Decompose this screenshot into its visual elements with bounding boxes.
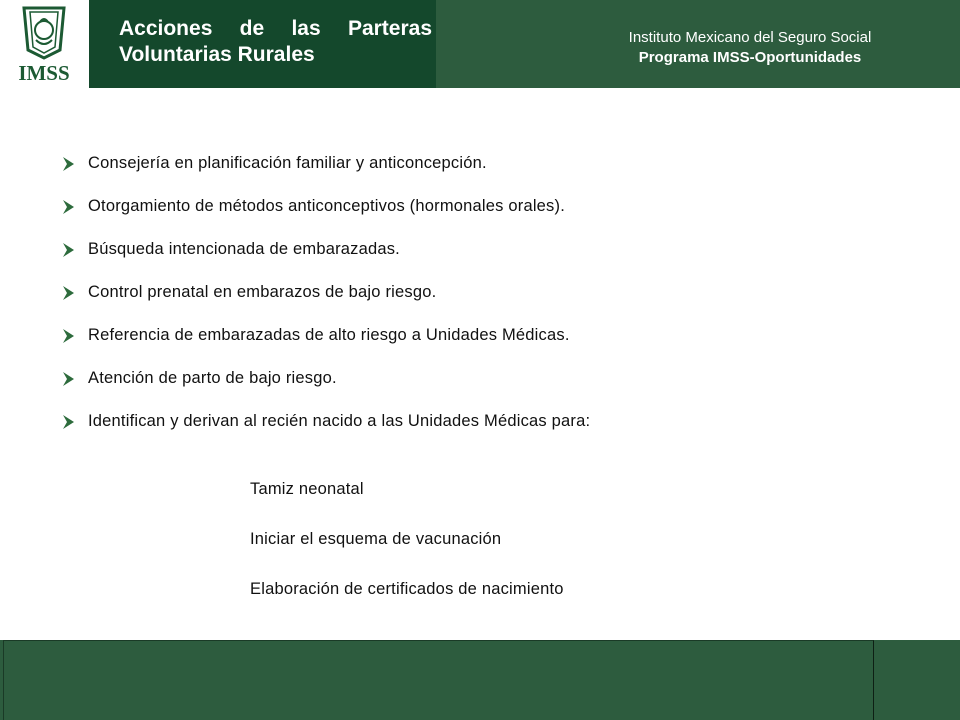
title-word: de	[239, 17, 265, 40]
footer-bar	[0, 640, 960, 720]
title-word: Acciones	[119, 17, 213, 40]
arrow-bullet-icon	[60, 328, 76, 344]
sub-list	[250, 478, 564, 628]
bullet-list	[60, 142, 590, 443]
bullet-text: Identifican y derivan al recién nacido a las Unidades Médicas para:	[88, 412, 591, 430]
bullet-item	[60, 142, 590, 185]
arrow-bullet-icon	[60, 156, 76, 172]
header-bar	[0, 0, 960, 88]
title-line-2: Voluntarias Rurales	[119, 43, 315, 66]
bullet-item	[60, 185, 590, 228]
bullet-item	[60, 357, 590, 400]
bullet-text: Búsqueda intencionada de embarazadas.	[88, 240, 400, 258]
bullet-text: Control prenatal en embarazos de bajo riesgo.	[88, 283, 437, 301]
bullet-item	[60, 314, 590, 357]
bullet-text: Referencia de embarazadas de alto riesgo a Unidades Médicas.	[88, 326, 570, 344]
title-word: las	[291, 17, 321, 40]
arrow-bullet-icon	[60, 242, 76, 258]
bullet-text: Atención de parto de bajo riesgo.	[88, 369, 337, 387]
bullet-item	[60, 400, 590, 443]
title-word: Parteras	[347, 17, 432, 40]
logo-text: IMSS	[18, 61, 70, 85]
sub-item: Tamiz neonatal	[250, 480, 364, 498]
bullet-text: Consejería en planificación familiar y anticoncepción.	[88, 154, 487, 172]
imss-logo	[0, 0, 88, 88]
institution-block	[545, 28, 955, 68]
program-name: Programa IMSS-Oportunidades	[638, 49, 862, 66]
arrow-bullet-icon	[60, 285, 76, 301]
arrow-bullet-icon	[60, 371, 76, 387]
bullet-item	[60, 271, 590, 314]
title-line-1	[119, 16, 432, 42]
bullet-item	[60, 228, 590, 271]
sub-item: Iniciar el esquema de vacunación	[250, 530, 502, 548]
footer-panel	[3, 640, 874, 720]
institution-name: Instituto Mexicano del Seguro Social	[628, 29, 872, 46]
title-box	[88, 0, 436, 88]
arrow-bullet-icon	[60, 199, 76, 215]
eagle-emblem-icon	[0, 0, 88, 88]
bullet-text: Otorgamiento de métodos anticonceptivos (hormonales orales).	[88, 197, 565, 215]
arrow-bullet-icon	[60, 414, 76, 430]
sub-item: Elaboración de certificados de nacimiento	[250, 580, 564, 598]
